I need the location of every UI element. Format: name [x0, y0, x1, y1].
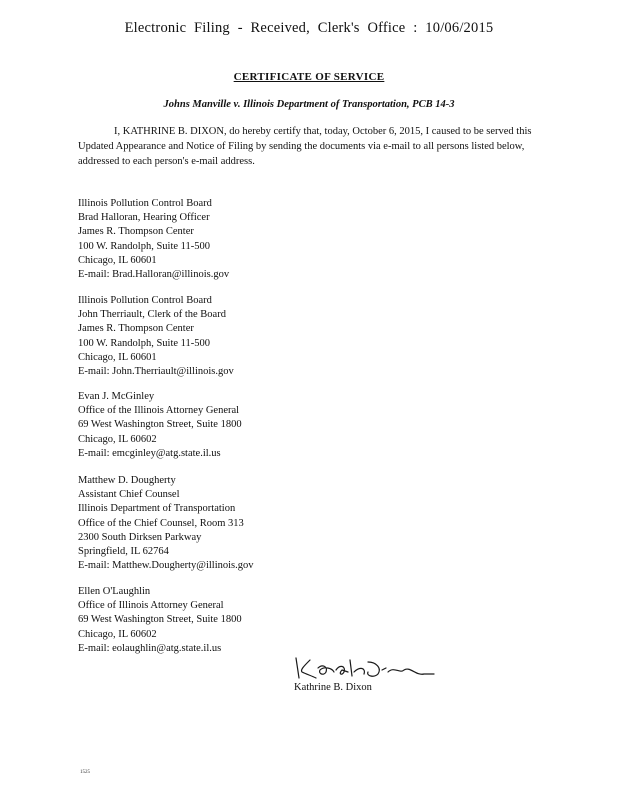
recipient-line: Matthew D. Dougherty	[78, 475, 176, 486]
footer-page-code: 1525	[80, 770, 90, 775]
recipient-email: E-mail: emcginley@atg.state.il.us	[78, 447, 221, 459]
recipient-email: E-mail: John.Therriault@illinois.gov	[78, 366, 234, 378]
recipient-line: Illinois Pollution Control Board	[78, 295, 212, 306]
recipient-line: Office of the Illinois Attorney General	[78, 405, 240, 417]
recipient-line: Chicago, IL 60602	[78, 628, 157, 640]
recipient-line: Springfield, IL 62764	[78, 546, 169, 558]
recipient-block-pcb-clerk	[78, 294, 234, 379]
recipient-line: Chicago, IL 60601	[78, 351, 157, 363]
recipient-block-pcb-hearing-officer	[78, 197, 229, 282]
recipient-line: James R. Thompson Center	[78, 323, 194, 335]
recipient-line: Ellen O'Laughlin	[78, 586, 151, 597]
recipient-line: James R. Thompson Center	[78, 226, 194, 238]
recipient-line: 69 West Washington Street, Suite 1800	[78, 614, 242, 626]
recipient-email: E-mail: Brad.Halloran@illinois.gov	[78, 269, 230, 281]
recipient-line: John Therriault, Clerk of the Board	[78, 309, 226, 321]
recipient-line: Office of the Chief Counsel, Room 313	[78, 517, 244, 529]
certification-paragraph: I, KATHRINE B. DIXON, do hereby certify that, today, October 6, 2015, I caused to be served this Updated Appearance and Notice of Filing by sending the documents via e-mail to all persons listed below, addressed to each person's e-mail address.	[78, 126, 532, 167]
recipient-line: Office of Illinois Attorney General	[78, 600, 224, 612]
case-caption: Johns Manville v. Illinois Department of Transportation, PCB 14-3	[163, 99, 455, 110]
recipient-line: Assistant Chief Counsel	[78, 489, 180, 501]
handwritten-signature	[290, 652, 440, 684]
recipient-line: 69 West Washington Street, Suite 1800	[78, 419, 242, 431]
recipient-block-attorney-general-olaughlin	[78, 585, 242, 656]
recipient-line: Illinois Department of Transportation	[78, 503, 236, 515]
recipient-line: 100 W. Randolph, Suite 11-500	[78, 337, 211, 349]
recipient-block-idot-counsel	[78, 474, 254, 573]
recipient-line: 2300 South Dirksen Parkway	[78, 531, 202, 543]
recipient-line: Chicago, IL 60601	[78, 254, 157, 266]
recipient-line: Evan J. McGinley	[78, 391, 155, 402]
electronic-filing-stamp: Electronic Filing - Received, Clerk's Office : 10/06/2015	[124, 20, 494, 36]
recipient-email: E-mail: Matthew.Dougherty@illinois.gov	[78, 560, 254, 572]
document-title: CERTIFICATE OF SERVICE	[233, 71, 385, 83]
recipient-line: Chicago, IL 60602	[78, 433, 157, 445]
recipient-line: 100 W. Randolph, Suite 11-500	[78, 240, 211, 252]
recipient-block-attorney-general-mcginley	[78, 390, 242, 461]
recipient-line: Illinois Pollution Control Board	[78, 198, 212, 209]
recipient-email: E-mail: eolaughlin@atg.state.il.us	[78, 642, 222, 654]
recipient-line: Brad Halloran, Hearing Officer	[78, 212, 210, 224]
signer-name: Kathrine B. Dixon	[294, 682, 372, 693]
